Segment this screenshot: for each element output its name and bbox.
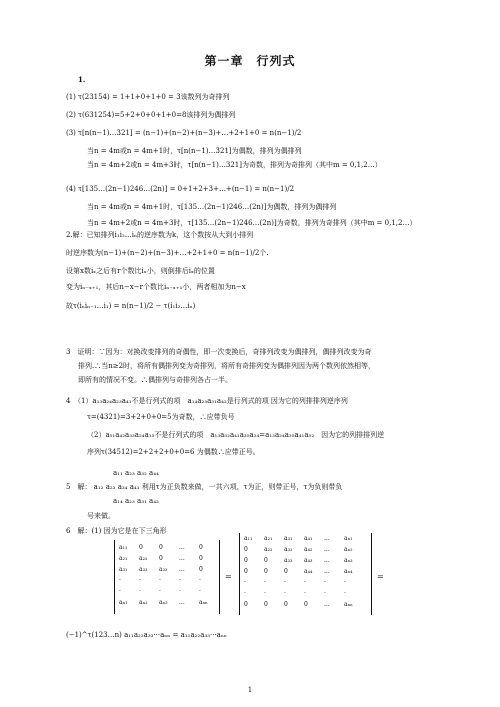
matrix-cell: 0 (244, 557, 248, 564)
matrix-cell: a₁₁ (244, 535, 253, 542)
text-line: 当n = 4m+2或n = 4m+3时，τ[135…(2n−1)246…(2n)]为奇数，排列为奇排列（其中m = 0,1,2…） (87, 219, 417, 227)
text-line: 5 解： a₁₂ a₂₃ a₃₄ a₄₁ 利用τ为正负数来做，一共六项，τ为正，则带正号，τ为负则带负 (66, 483, 343, 491)
matrix-cell: aₙ₁ (344, 535, 353, 542)
matrix-cell: aₙ₂ (344, 546, 353, 553)
determinant-bar (371, 533, 372, 615)
matrix-cell: · (284, 590, 286, 597)
matrix-cell: ... (179, 555, 185, 562)
matrix-cell: · (119, 577, 121, 584)
determinant-bar (219, 540, 220, 614)
matrix-cell: ... (179, 544, 185, 551)
text-line: 号来做。 (87, 512, 115, 520)
matrix-cell: · (199, 577, 201, 584)
matrix-cell: 0 (199, 566, 203, 573)
text-line: (2) τ(631254)=5+2+0+0+1+0=8该排列为偶排列 (66, 111, 236, 119)
text-line: 6 解：(1) 因为它是在下三角形 (66, 527, 167, 535)
matrix-cell: 0 (199, 544, 203, 551)
matrix-cell: · (199, 588, 201, 595)
matrix-cell: 0 (244, 568, 248, 575)
matrix-row (119, 597, 219, 608)
text-line: 时逆序数为(n−1)+(n−2)+(n−3)+…+2+1+0 = n(n−1)/2个. (66, 249, 269, 257)
text-line: 2.解：已知排列i₁i₂…iₙ的逆序数为k，这个数按从大到小排列 (66, 231, 254, 239)
section-number: 1. (78, 75, 86, 84)
matrix-cell: a₃₁ (119, 566, 128, 573)
matrix-cell: 0 (244, 601, 248, 608)
text-line: 故τ(iₙiₙ₋₁…i₁) = n(n−1)/2 − τ(i₁i₂…iₙ) (66, 302, 196, 310)
matrix-cell: ... (179, 566, 185, 573)
page-number: 1 (247, 686, 253, 694)
text-line: (3) τ[n(n−1)…321] = (n−1)+(n−2)+(n−3)+…+2+1+0 = n(n−1)/2 (66, 129, 302, 137)
text-line: τ=(4321)=3+2+0+0=5为奇数，∴应带负号 (87, 413, 235, 421)
matrix-cell: 0 (264, 568, 268, 575)
matrix-row (119, 542, 219, 553)
matrix-cell: aₙ₃ (344, 557, 353, 564)
matrix-cell: · (244, 590, 246, 597)
matrix-cell: · (159, 577, 161, 584)
text-line: 排列.∴当n≥2时，将所有偶排列变为奇排列，将所有奇排列变为偶排列因为两个数列依然相等， (78, 362, 376, 370)
matrix-cell: 0 (139, 544, 143, 551)
matrix-cell: a₄₂ (304, 546, 313, 553)
matrix-cell: aₙₙ (344, 601, 353, 608)
matrix-row (119, 553, 219, 564)
matrix-cell: aₙ₂ (139, 599, 148, 606)
determinant-bar (239, 533, 240, 615)
matrix-cell: a₄₁ (304, 535, 313, 542)
matrix-cell: a₃₁ (284, 535, 293, 542)
matrix-cell: ... (324, 568, 330, 575)
text-line: (1) τ(23154) = 1+1+0+1+0 = 3该数列为奇排列 (66, 93, 230, 101)
matrix-cell: · (139, 577, 141, 584)
equals-sign: = (225, 572, 232, 581)
matrix-cell: · (119, 588, 121, 595)
matrix-cell: · (139, 588, 141, 595)
text-line: 当n = 4m+2或n = 4m+3时，τ[n(n−1)…321]为奇数，排列为奇排列（其中m = 0,1,2…） (87, 161, 382, 169)
matrix-cell: · (344, 590, 346, 597)
text-line: 设第x数iₓ之后有r个数比iₓ小，则倒排后iₓ的位置 (66, 267, 215, 275)
final-result: (−1)^τ(123…n) a₁₁a₂₂a₃₃···aₙₙ = a₁₁a₂₂a₃₃···aₙₙ (66, 631, 227, 639)
matrix-cell: a₃₂ (284, 546, 293, 553)
matrix-cell: · (304, 590, 306, 597)
matrix-cell: ... (324, 601, 330, 608)
matrix-cell: · (244, 579, 246, 586)
matrix-cell: a₄₄ (304, 568, 313, 575)
matrix-cell: a₄₃ (304, 557, 313, 564)
text-line: 序列τ(34512)=2+2+2+0+0=6 为偶数∴应带正号。 (87, 448, 260, 456)
matrix-cell: 0 (264, 601, 268, 608)
matrix-cell: 0 (264, 557, 268, 564)
equals-sign: = (377, 572, 384, 581)
upper-triangular-matrix (244, 533, 364, 610)
matrix-cell: ... (179, 599, 185, 606)
text-line: (4) τ[135…(2n−1)246…(2n)] = 0+1+2+3+…+(n−1) = n(n−1)/2 (66, 185, 295, 193)
matrix-row (244, 566, 364, 577)
matrix-cell: 0 (284, 601, 288, 608)
matrix-cell: a₂₁ (264, 535, 273, 542)
matrix-row (119, 564, 219, 575)
matrix-cell: · (304, 579, 306, 586)
matrix-cell: · (264, 590, 266, 597)
matrix-row (244, 533, 364, 544)
matrix-cell: · (344, 579, 346, 586)
matrix-cell: aₙ₄ (344, 568, 353, 575)
matrix-row (244, 577, 364, 588)
matrix-cell: a₂₂ (139, 555, 148, 562)
matrix-cell: ... (324, 546, 330, 553)
matrix-cell: ... (324, 535, 330, 542)
matrix-cell: · (324, 590, 326, 597)
matrix-cell: aₙ₃ (159, 599, 168, 606)
chapter-title: 第一章 行列式 (204, 54, 296, 68)
matrix-cell: a₁₁ (119, 544, 128, 551)
matrix-row (244, 555, 364, 566)
text-line: a₁₄ a₂₃ a₃₁ a₄₂ (113, 497, 159, 505)
matrix-cell: a₃₃ (284, 557, 293, 564)
matrix-cell: · (284, 579, 286, 586)
matrix-cell: aₙₙ (199, 599, 208, 606)
matrix-row (119, 586, 219, 597)
matrix-cell: 0 (199, 555, 203, 562)
matrix-cell: ... (324, 557, 330, 564)
text-line: 当n = 4m或n = 4m+1时，τ[135…(2n−1)246…(2n)]为偶数，排列为偶排列 (87, 203, 337, 211)
matrix-cell: 0 (284, 568, 288, 575)
matrix-cell: · (324, 579, 326, 586)
matrix-cell: · (159, 588, 161, 595)
text-line: 3 证明：∵因为：对换改变排列的奇偶性，即一次变换后，奇排列改变为偶排列，偶排列改变为奇 (66, 348, 372, 356)
lower-triangular-matrix (119, 542, 219, 608)
text-line: a₁₁ a₂₃ a₃₂ a₄₄ (113, 469, 159, 477)
matrix-cell: a₂₂ (264, 546, 273, 553)
text-line: 变为iₙ₋ₓ₊₁，其后n−x−r个数比iₙ₋ₓ₊₁小，两者相加为n−x (66, 283, 246, 291)
text-line: 4 （1）a₁₃a₂₄a₂₃a₄₁不是行列式的项 a₁₄a₂₃a₃₁a₄₂是行列式的项 因为它的列排排列逆序列 (66, 397, 348, 405)
matrix-cell: 0 (244, 546, 248, 553)
matrix-row (244, 544, 364, 555)
matrix-cell: a₂₁ (119, 555, 128, 562)
text-line: 即所有的情况不变。∴偶排列与奇排列各占一半。 (78, 376, 232, 384)
matrix-cell: a₃₂ (139, 566, 148, 573)
matrix-cell: 0 (304, 601, 308, 608)
matrix-cell: 0 (159, 555, 163, 562)
determinant-bar (114, 540, 115, 614)
matrix-cell: 0 (159, 544, 163, 551)
matrix-cell: a₃₃ (159, 566, 168, 573)
matrix-row (244, 599, 364, 610)
text-line: （2）a₅₁a₄₂a₃₃a₂₄a₁₅不是行列式的项 a₁₃a₅₂a₄₁a₃₅a₂₄=a₁₃a₂₄a₃₅a₄₁a₅₂ 因为它的列排排列逆 (87, 431, 385, 439)
matrix-cell: · (179, 577, 181, 584)
text-line: 当n = 4m或n = 4m+1时，τ[n(n−1)…321]为偶数，排列为偶排列 (87, 147, 302, 155)
matrix-row (119, 575, 219, 586)
matrix-cell: aₙ₁ (119, 599, 128, 606)
matrix-cell: · (264, 579, 266, 586)
matrix-row (244, 588, 364, 599)
matrix-cell: · (179, 588, 181, 595)
